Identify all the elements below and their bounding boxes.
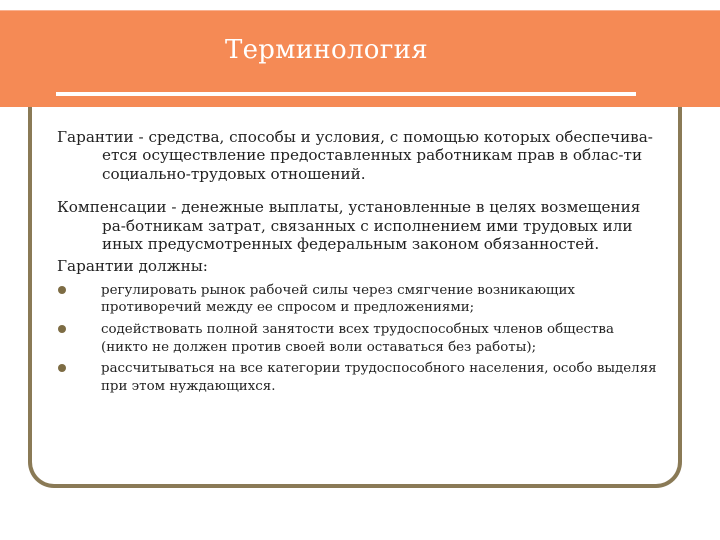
slide-title: Терминология bbox=[224, 35, 428, 65]
list-item bbox=[57, 360, 657, 395]
guarantees-list bbox=[57, 282, 657, 396]
definition-compensations: Компенсации - денежные выплаты, установленные в целях возмещения ра-ботникам затрат, связанных с исполнением ими трудовых или иных предусмотренных федеральным законом обязанностей. bbox=[57, 198, 641, 254]
slide-title-container bbox=[0, 35, 670, 65]
definition-guarantees: Гарантии - средства, способы и условия, с помощью которых обеспечива-ется осуществление предоставленных работникам прав в облас-ти социально-трудовых отношений. bbox=[57, 128, 653, 183]
list-item bbox=[57, 282, 657, 317]
bullet-icon bbox=[58, 286, 66, 294]
list-item bbox=[57, 321, 657, 356]
bullet-icon bbox=[58, 364, 66, 372]
title-underline bbox=[56, 92, 636, 96]
list-item-text: рассчитываться на все категории трудоспособного населения, особо выделяя при этом нуждающихся. bbox=[101, 361, 657, 394]
slide-body bbox=[57, 128, 657, 399]
list-item-text: содействовать полной занятости всех трудоспособных членов общества (никто не должен против своей воли оставаться без работы); bbox=[101, 322, 614, 355]
guarantees-lead: Гарантии должны: bbox=[57, 257, 208, 276]
bullet-icon bbox=[58, 325, 66, 333]
list-item-text: регулировать рынок рабочей силы через смягчение возникающих противоречий между ее спросом и предложениями; bbox=[101, 282, 575, 316]
